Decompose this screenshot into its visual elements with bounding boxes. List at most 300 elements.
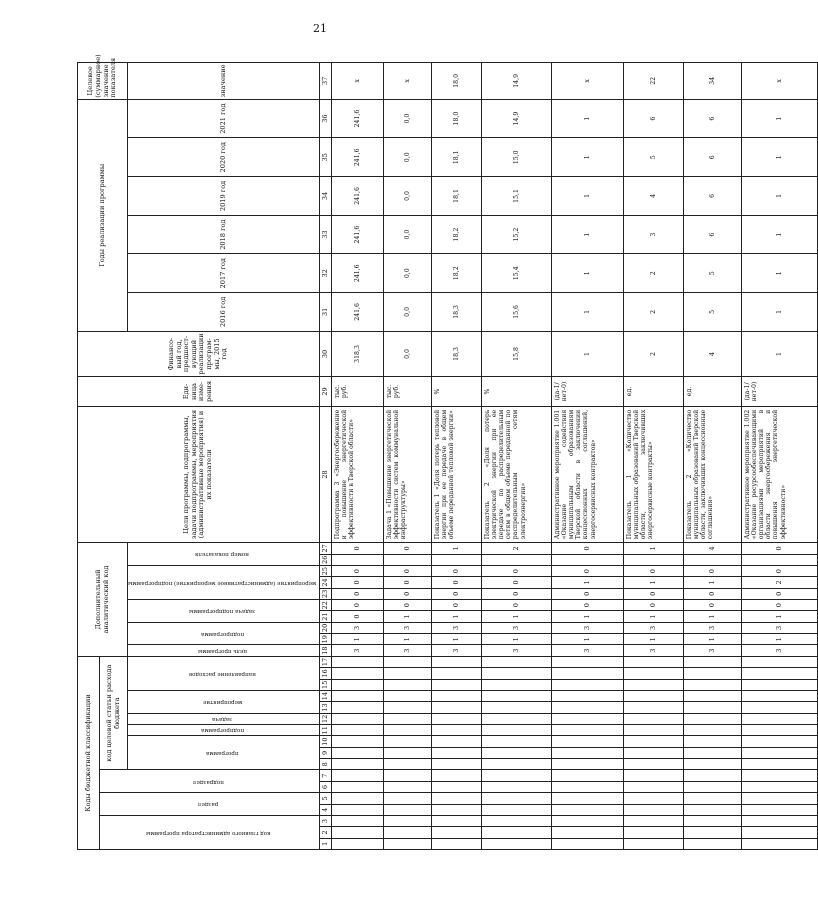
dak-digit-cell: 0 [551, 543, 623, 554]
column-number: 18 [319, 645, 331, 656]
dak-digit-cell: 0 [481, 577, 551, 588]
kbk-cell [331, 702, 383, 713]
column-number: 1 [319, 838, 331, 849]
year-value-cell: 1 [741, 177, 817, 216]
kbk-cell [623, 668, 683, 679]
column-number: 5 [319, 793, 331, 804]
kbk-cell [683, 815, 741, 826]
base-year-value-cell: 2 [623, 331, 683, 376]
kbk-cell [741, 793, 817, 804]
kbk-header: Коды бюджетной классификации [78, 656, 100, 849]
year-value-cell: 1 [741, 99, 817, 138]
dak-digit-cell: 3 [741, 645, 817, 656]
year-value-cell: 6 [623, 99, 683, 138]
kbk-cell [431, 736, 481, 747]
dak-digit-cell: 1 [741, 634, 817, 645]
kbk-cell [383, 827, 431, 838]
kbk-cell [383, 725, 431, 736]
column-number: 8 [319, 759, 331, 770]
kbk-cell [623, 815, 683, 826]
kbk-cell [683, 804, 741, 815]
description-cell: Показатель 2 «Доля потерь электрической энергии при ее передаче по распределительным сетям в общем объеме переданной по распределительным сетям электроэнергии» [481, 406, 551, 542]
column-number: 33 [319, 215, 331, 254]
kbk-cell [683, 702, 741, 713]
kbk-cell [683, 781, 741, 792]
dak-digit-cell: 1 [741, 611, 817, 622]
kbk-cell [431, 702, 481, 713]
dak-digit-cell: 0 [741, 543, 817, 554]
target-value-cell: х [383, 63, 431, 100]
column-number: 11 [319, 725, 331, 736]
description-cell: Показатель 2 «Количество муниципальных образований Тверской области, заключивших концессионные соглашения» [683, 406, 741, 542]
dak-digit-cell [551, 554, 623, 565]
base-year-value-cell: 18,3 [431, 331, 481, 376]
kbk-cell [741, 736, 817, 747]
column-number: 15 [319, 679, 331, 690]
dak-digit-cell: 0 [431, 565, 481, 576]
dak-digit-cell: 0 [331, 611, 383, 622]
dak-digit-cell: 0 [331, 543, 383, 554]
dak-digit-cell: 1 [481, 634, 551, 645]
program-indicators-table [77, 54, 818, 850]
description-cell: Задача 1 «Повышение энергетической эффективности систем коммунальной инфраструктуры» [383, 406, 431, 542]
column-number: 23 [319, 588, 331, 599]
kbk-cell [623, 736, 683, 747]
dak-digit-cell: 1 [683, 634, 741, 645]
kbk-cell [331, 725, 383, 736]
dak-digit-cell: 3 [741, 622, 817, 633]
kbk-cell [383, 804, 431, 815]
column-number: 34 [319, 177, 331, 216]
year-value-cell: 1 [551, 293, 623, 332]
kbk-cell [551, 713, 623, 724]
year-value-cell: 18,0 [431, 99, 481, 138]
year-value-cell: 18,1 [431, 138, 481, 177]
dak-digit-cell: 1 [383, 611, 431, 622]
kbk-cell [741, 690, 817, 701]
kcsr-subprogram-header: подпрограмма [128, 725, 320, 736]
kbk-cell [331, 759, 383, 770]
dak-digit-cell: 1 [383, 634, 431, 645]
dak-digit-cell: 0 [331, 565, 383, 576]
dak-digit-cell: 0 [383, 543, 431, 554]
kbk-cell [383, 736, 431, 747]
kbk-cell [623, 713, 683, 724]
year-2019-header: 2019 год [128, 177, 320, 216]
dak-digit-cell: 0 [551, 565, 623, 576]
kbk-cell [551, 656, 623, 667]
dak-digit-cell: 3 [331, 622, 383, 633]
year-value-cell: 15,2 [481, 215, 551, 254]
kbk-cell [383, 815, 431, 826]
kcsr-event-header: мероприятие [128, 690, 320, 713]
year-2021-header: 2021 год [128, 99, 320, 138]
year-value-cell: 2 [623, 254, 683, 293]
dak-digit-cell: 3 [431, 622, 481, 633]
kbk-cell [481, 781, 551, 792]
dak-digit-cell: 0 [431, 577, 481, 588]
column-number: 24 [319, 577, 331, 588]
kbk-cell [383, 793, 431, 804]
table-row [683, 63, 741, 850]
unit-cell: ед. [623, 377, 683, 407]
dak-event-header: мероприятие (административное мероприятие) подпрограммы [128, 565, 320, 599]
dak-digit-cell: 1 [431, 634, 481, 645]
year-value-cell: 241,6 [331, 138, 383, 177]
kbk-cell [331, 679, 383, 690]
kbk-cell [331, 690, 383, 701]
year-value-cell: 6 [683, 99, 741, 138]
podrazdel-header: подраздел [100, 770, 320, 793]
dak-digit-cell [431, 554, 481, 565]
base-year-value-cell: 4 [683, 331, 741, 376]
kbk-cell [741, 838, 817, 849]
column-number: 22 [319, 600, 331, 611]
kbk-cell [623, 793, 683, 804]
year-value-cell: 15,1 [481, 177, 551, 216]
admin-code-header: код главного администратора программы [100, 815, 320, 849]
table-row [623, 63, 683, 850]
dak-digit-cell [481, 554, 551, 565]
kbk-cell [431, 725, 481, 736]
kbk-cell [431, 815, 481, 826]
dak-digit-cell: 3 [383, 622, 431, 633]
kbk-cell [481, 679, 551, 690]
kbk-cell [623, 827, 683, 838]
column-number: 2 [319, 827, 331, 838]
year-value-cell: 0,0 [383, 293, 431, 332]
column-number: 14 [319, 690, 331, 701]
dak-digit-cell: 1 [431, 543, 481, 554]
dak-digit-cell: 3 [623, 645, 683, 656]
year-value-cell: 1 [741, 254, 817, 293]
year-value-cell: 0,0 [383, 215, 431, 254]
year-value-cell: 0,0 [383, 138, 431, 177]
target-value-cell: 18,0 [431, 63, 481, 100]
kbk-cell [551, 725, 623, 736]
table-row [741, 63, 817, 850]
kbk-cell [331, 827, 383, 838]
table-row [383, 63, 431, 850]
dak-digit-cell: 3 [683, 622, 741, 633]
kbk-cell [481, 690, 551, 701]
year-value-cell: 1 [551, 99, 623, 138]
year-2017-header: 2017 год [128, 254, 320, 293]
year-value-cell: 6 [683, 177, 741, 216]
dak-digit-cell: 1 [683, 577, 741, 588]
kbk-cell [741, 679, 817, 690]
kbk-cell [551, 702, 623, 713]
year-value-cell: 241,6 [331, 177, 383, 216]
dak-digit-cell [623, 554, 683, 565]
year-value-cell: 0,0 [383, 99, 431, 138]
kbk-cell [741, 815, 817, 826]
kbk-cell [741, 781, 817, 792]
column-number: 35 [319, 138, 331, 177]
kbk-cell [741, 702, 817, 713]
kbk-cell [683, 668, 741, 679]
kbk-cell [331, 713, 383, 724]
dak-digit-cell: 1 [431, 611, 481, 622]
kbk-cell [741, 804, 817, 815]
kbk-cell [331, 656, 383, 667]
kbk-cell [551, 690, 623, 701]
column-number: 6 [319, 781, 331, 792]
kbk-cell [741, 668, 817, 679]
year-value-cell: 1 [551, 215, 623, 254]
year-value-cell: 241,6 [331, 293, 383, 332]
dak-digit-cell: 0 [383, 588, 431, 599]
kbk-cell [383, 781, 431, 792]
dak-digit-cell: 0 [741, 588, 817, 599]
kbk-cell [551, 668, 623, 679]
kbk-cell [481, 815, 551, 826]
dak-digit-cell: 1 [551, 634, 623, 645]
kbk-cell [551, 838, 623, 849]
table-row [551, 63, 623, 850]
kbk-cell [383, 679, 431, 690]
column-number: 9 [319, 747, 331, 758]
kbk-cell [623, 838, 683, 849]
year-value-cell: 5 [683, 293, 741, 332]
kbk-cell [331, 781, 383, 792]
kbk-cell [623, 702, 683, 713]
dak-digit-cell: 0 [623, 600, 683, 611]
kcsr-direction-header: направление расходов [128, 656, 320, 690]
kbk-cell [623, 747, 683, 758]
year-value-cell: 3 [623, 215, 683, 254]
years-header: Годы реализации программы [78, 99, 128, 331]
year-2016-header: 2016 год [128, 293, 320, 332]
target-value-cell: х [551, 63, 623, 100]
kbk-cell [383, 690, 431, 701]
kbk-cell [431, 679, 481, 690]
kbk-cell [683, 770, 741, 781]
kbk-cell [551, 747, 623, 758]
column-number: 10 [319, 736, 331, 747]
year-value-cell: 241,6 [331, 215, 383, 254]
dak-digit-cell: 0 [383, 600, 431, 611]
kbk-cell [741, 827, 817, 838]
year-value-cell: 15,6 [481, 293, 551, 332]
description-cell: Показатель 1 «Доля потерь тепловой энергии при ее передаче в общем объеме переданной тепловой энергии» [431, 406, 481, 542]
table-row [431, 63, 481, 850]
dak-digit-cell: 0 [481, 600, 551, 611]
dak-digit-cell: 3 [683, 645, 741, 656]
kbk-cell [623, 781, 683, 792]
dak-digit-cell: 3 [331, 645, 383, 656]
razdel-header: раздел [100, 793, 320, 816]
target-value-cell: х [331, 63, 383, 100]
column-number: 17 [319, 656, 331, 667]
dak-digit-cell: 0 [331, 600, 383, 611]
kbk-cell [683, 656, 741, 667]
dak-digit-cell [741, 554, 817, 565]
column-number: 29 [319, 377, 331, 407]
base-year-value-cell: 0,0 [383, 331, 431, 376]
kbk-cell [551, 793, 623, 804]
page-number: 21 [313, 22, 327, 35]
dak-digit-cell [331, 554, 383, 565]
dak-digit-cell: 1 [623, 543, 683, 554]
dak-digit-cell: 0 [623, 588, 683, 599]
target-value-cell: 34 [683, 63, 741, 100]
kbk-cell [383, 713, 431, 724]
kbk-cell [431, 759, 481, 770]
dak-indicator-num-header: номер показателя [128, 543, 320, 566]
unit-cell: тыс. руб. [331, 377, 383, 407]
description-cell: Административное мероприятие 1.002 «Оказание ресурсообеспечивающими организациями мероприятий в области энергосбережения и повышения энергетической эффективности» [741, 406, 817, 542]
column-number: 12 [319, 713, 331, 724]
column-number: 13 [319, 702, 331, 713]
kbk-cell [683, 713, 741, 724]
dak-digit-cell: 0 [741, 565, 817, 576]
kbk-cell [431, 656, 481, 667]
unit-cell: % [431, 377, 481, 407]
unit-header: Еди-ница изме-рения [78, 377, 320, 407]
kbk-cell [431, 747, 481, 758]
base-year-value-cell: 1 [741, 331, 817, 376]
dak-digit-cell: 3 [551, 622, 623, 633]
dak-digit-cell: 0 [383, 565, 431, 576]
kbk-cell [551, 759, 623, 770]
dak-digit-cell: 1 [623, 577, 683, 588]
year-value-cell: 15,0 [481, 138, 551, 177]
kbk-cell [383, 838, 431, 849]
dak-digit-cell: 2 [481, 543, 551, 554]
year-value-cell: 241,6 [331, 254, 383, 293]
kbk-cell [551, 770, 623, 781]
kbk-cell [623, 770, 683, 781]
kbk-cell [741, 725, 817, 736]
description-cell: Подпрограмма 3 «Энергосбережение и повышение энергетической эффективности в Тверской области» [331, 406, 383, 542]
kbk-cell [551, 815, 623, 826]
kbk-cell [551, 736, 623, 747]
kbk-cell [623, 679, 683, 690]
kbk-cell [331, 736, 383, 747]
description-cell: Административное мероприятие 1.001 «Оказание содействия муниципальным образованиям Тверской области в заключении концессионных соглашений, энергосервисных контрактов» [551, 406, 623, 542]
kbk-cell [431, 781, 481, 792]
target-value-cell: 22 [623, 63, 683, 100]
dak-digit-cell: 0 [431, 600, 481, 611]
dak-digit-cell: 3 [431, 645, 481, 656]
kbk-cell [481, 747, 551, 758]
dak-digit-cell: 3 [551, 645, 623, 656]
year-value-cell: 18,1 [431, 177, 481, 216]
kbk-cell [481, 804, 551, 815]
kbk-cell [551, 781, 623, 792]
kbk-cell [481, 827, 551, 838]
kbk-cell [683, 736, 741, 747]
unit-cell: тыс. руб. [383, 377, 431, 407]
dak-digit-cell: 0 [481, 588, 551, 599]
target-value-cell: 14,9 [481, 63, 551, 100]
dak-digit-cell: 1 [481, 611, 551, 622]
kbk-cell [481, 725, 551, 736]
year-value-cell: 2 [623, 293, 683, 332]
target-header: Целевое (суммарное) значение показателя [78, 63, 128, 100]
dak-digit-cell: 1 [331, 634, 383, 645]
kbk-cell [683, 827, 741, 838]
column-number: 37 [319, 63, 331, 100]
dak-digit-cell: 0 [481, 565, 551, 576]
kcsr-program-header: программа [128, 736, 320, 770]
kbk-cell [551, 804, 623, 815]
dak-digit-cell: 1 [551, 577, 623, 588]
dak-digit-cell: 3 [623, 622, 683, 633]
kbk-cell [383, 759, 431, 770]
column-number: 28 [319, 406, 331, 542]
unit-cell: (да-1/ нет-0) [741, 377, 817, 407]
dak-digit-cell: 1 [623, 634, 683, 645]
kbk-cell [741, 747, 817, 758]
year-value-cell: 0,0 [383, 177, 431, 216]
dak-digit-cell: 1 [623, 611, 683, 622]
kbk-cell [551, 827, 623, 838]
year-value-cell: 1 [551, 177, 623, 216]
kbk-cell [331, 793, 383, 804]
kbk-cell [481, 793, 551, 804]
fin-year-header: Финансо-вый год, предшест-вующий реализации програм-мы, 2015 год [78, 331, 320, 376]
kbk-cell [623, 804, 683, 815]
kbk-cell [623, 656, 683, 667]
kbk-cell [383, 702, 431, 713]
kbk-cell [431, 690, 481, 701]
dak-digit-cell: 0 [431, 588, 481, 599]
year-value-cell: 18,3 [431, 293, 481, 332]
kbk-cell [683, 690, 741, 701]
kbk-cell [683, 838, 741, 849]
table-row [481, 63, 551, 850]
year-value-cell: 18,2 [431, 215, 481, 254]
kbk-cell [683, 793, 741, 804]
column-number: 26 [319, 554, 331, 565]
unit-cell: ед. [683, 377, 741, 407]
column-number: 7 [319, 770, 331, 781]
kbk-cell [683, 725, 741, 736]
year-value-cell: 1 [741, 215, 817, 254]
kbk-cell [331, 747, 383, 758]
kbk-cell [623, 759, 683, 770]
base-year-value-cell: 15,8 [481, 331, 551, 376]
kcsr-task-header: задача [128, 713, 320, 724]
column-number: 21 [319, 611, 331, 622]
column-number: 30 [319, 331, 331, 376]
kbk-cell [431, 770, 481, 781]
column-number: 25 [319, 565, 331, 576]
kbk-cell [431, 804, 481, 815]
column-number: 32 [319, 254, 331, 293]
kbk-cell [741, 656, 817, 667]
year-value-cell: 5 [683, 254, 741, 293]
dak-digit-cell: 1 [551, 611, 623, 622]
dak-digit-cell: 0 [551, 588, 623, 599]
dak-digit-cell [683, 554, 741, 565]
kbk-cell [623, 690, 683, 701]
dak-digit-cell: 4 [683, 543, 741, 554]
kbk-cell [383, 770, 431, 781]
kbk-cell [683, 759, 741, 770]
kbk-cell [331, 668, 383, 679]
year-2020-header: 2020 год [128, 138, 320, 177]
kbk-cell [383, 668, 431, 679]
kbk-cell [331, 838, 383, 849]
dak-digit-cell: 0 [331, 588, 383, 599]
dak-digit-cell: 0 [623, 565, 683, 576]
year-value-cell: 0,0 [383, 254, 431, 293]
dak-goal-header: цель программы [128, 645, 320, 656]
dak-digit-cell: 0 [383, 577, 431, 588]
